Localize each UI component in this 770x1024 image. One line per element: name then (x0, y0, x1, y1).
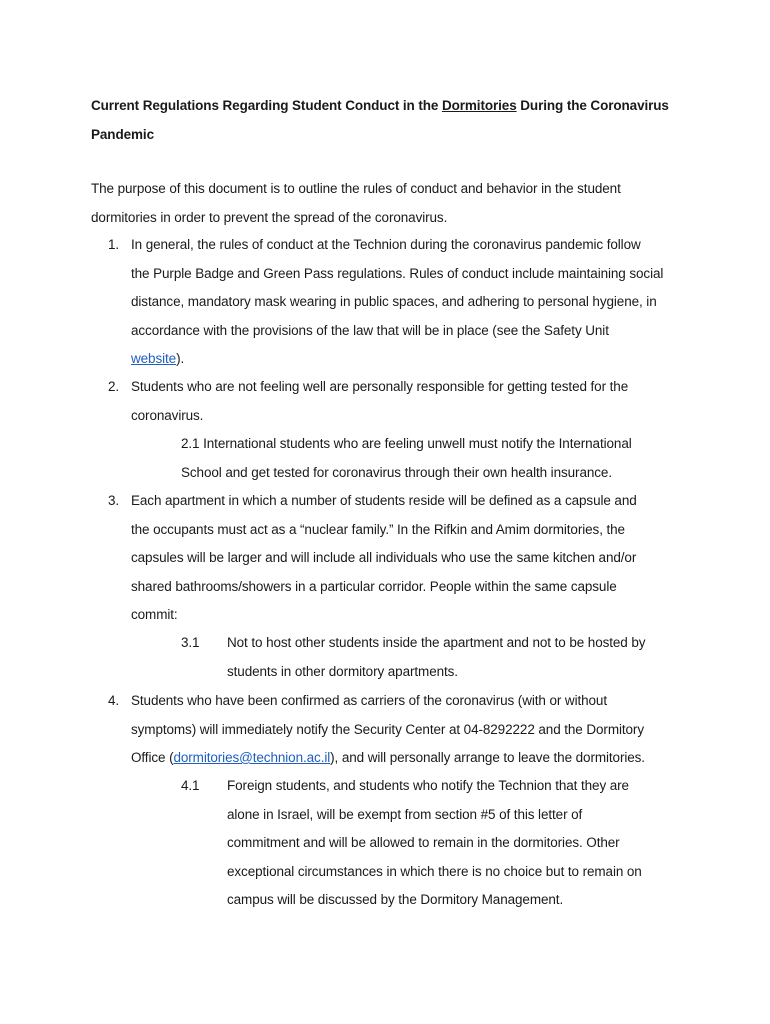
title-line-2: Pandemic (91, 126, 154, 142)
sub-item-3-1-number: 3.1 (181, 635, 200, 650)
sub-item-4-1-number: 4.1 (181, 778, 200, 793)
list-item-2: Students who are not feeling well are personally responsible for getting tested for the coronavirus. (131, 379, 629, 423)
sub-item-3-1: Not to host other students inside the apartment and not to be hosted by students in other dormitory apartments. (227, 635, 646, 679)
title-underlined-word: Dormitories (441, 98, 517, 113)
sub-item-2-1: 2.1 International students who are feeling unwell must notify the International School and get tested for coronavirus through their own health insurance. (181, 436, 632, 480)
intro-paragraph: The purpose of this document is to outline the rules of conduct and behavior in the student dormitories in order to prevent the spread of the coronavirus. (91, 181, 621, 225)
title-line-1: Current Regulations Regarding Student Conduct in the Dormitories During the Coronavirus (91, 98, 669, 113)
list-item-1: In general, the rules of conduct at the Technion during the coronavirus pandemic follow the Purple Badge and Green Pass regulations. Rules of conduct include maintaining social distance, mandatory mask wearing in public spaces, and adhering to personal hygiene, in accordance with the provisions of the law that will be in place (see the Safety Unit website). (131, 237, 664, 366)
list-number-2: 2. (108, 379, 120, 394)
list-item-4: Students who have been confirmed as carriers of the coronavirus (with or without symptoms) will immediately notify the Security Center at 04-8292222 and the Dormitory Office (dormitories@technion.ac.il), and will personally arrange to leave the dormitories. (131, 693, 645, 765)
list-number-1: 1. (108, 237, 120, 252)
dormitories-email-link[interactable]: dormitories@technion.ac.il (173, 750, 331, 765)
list-number-3: 3. (108, 493, 120, 508)
document-title (91, 92, 691, 149)
list-number-4: 4. (108, 693, 120, 708)
list-item-3: Each apartment in which a number of students reside will be defined as a capsule and the occupants must act as a “nuclear family.” In the Rifkin and Amim dormitories, the capsules will be larger and will include all individuals who use the same kitchen and/or shared bathrooms/showers in a particular corridor. People within the same capsule commit: (131, 493, 637, 622)
sub-item-4-1: Foreign students, and students who notify the Technion that they are alone in Israel, will be exempt from section #5 of this letter of commitment and will be allowed to remain in the dormitories. Other exceptional circumstances in which there is no choice but to remain on campus will be discussed by the Dormitory Management. (227, 778, 642, 907)
safety-unit-website-link[interactable]: website (131, 351, 177, 366)
